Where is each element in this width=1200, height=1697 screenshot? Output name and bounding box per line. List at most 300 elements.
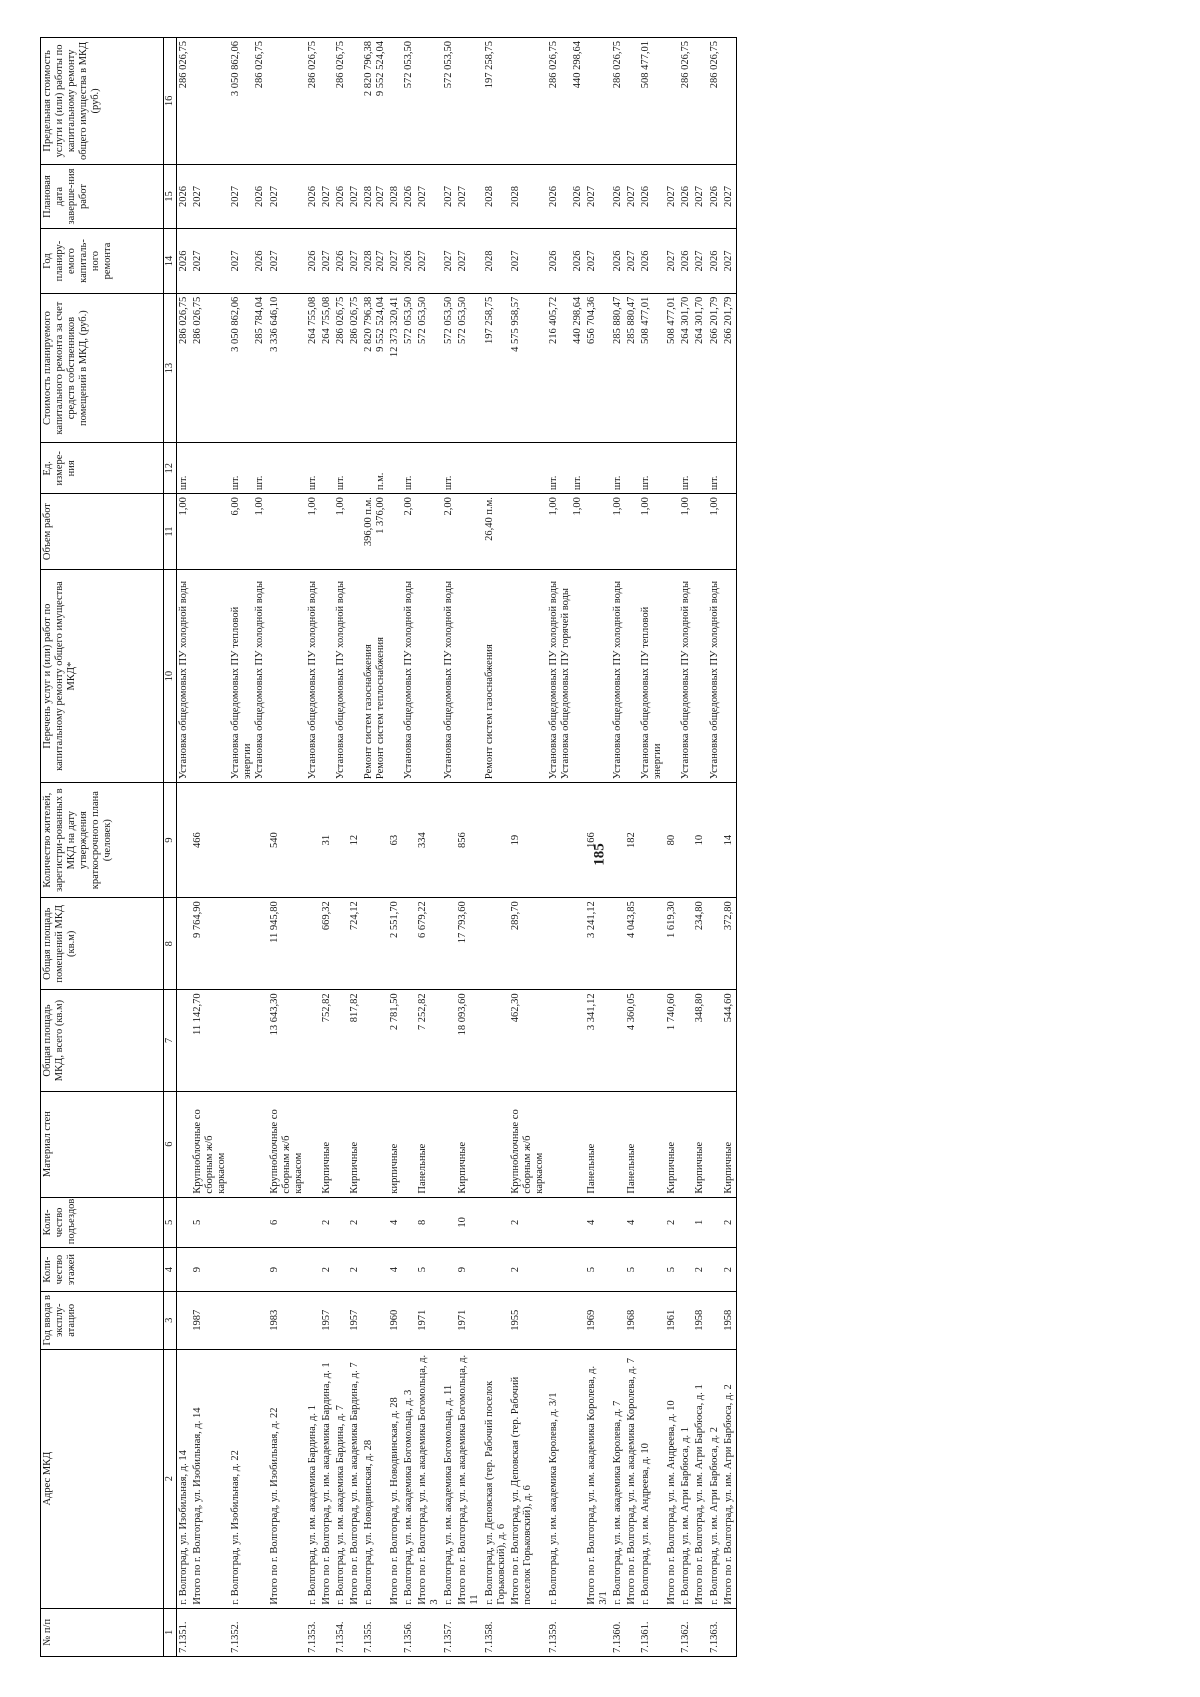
unit-cell [722, 443, 737, 494]
cost-cell: 508 477,01 [665, 293, 679, 443]
year-built-cell [334, 1292, 348, 1350]
column-number: 8 [164, 898, 177, 990]
premises-area-cell [442, 898, 456, 990]
volume-cell: 1,00 [639, 494, 665, 570]
volume-cell [268, 494, 306, 570]
works-cell [693, 570, 707, 783]
volume-cell: 2,00 [402, 494, 416, 570]
total-area-cell [229, 990, 267, 1091]
year-built-cell [362, 1292, 388, 1350]
table-row [388, 38, 402, 1657]
entrances-cell [679, 1197, 693, 1248]
unit-cell [483, 443, 509, 494]
residents-cell [229, 783, 267, 898]
completion-date-cell: 2026 2026 [547, 164, 585, 228]
floors-cell: 5 [585, 1248, 611, 1292]
volume-cell [585, 494, 611, 570]
wall-material-cell [708, 1091, 722, 1197]
floors-cell [177, 1248, 192, 1292]
total-area-cell: 11 142,70 [191, 990, 229, 1091]
address-cell: Итого по г. Волгоград, ул. Изобильная, д. 14 [191, 1349, 229, 1608]
column-number: 4 [164, 1248, 177, 1292]
volume-cell: 26,40 п.м. [483, 494, 509, 570]
entrances-cell [229, 1197, 267, 1248]
works-cell: Установка общедомовых ПУ холодной воды [442, 570, 456, 783]
max-cost-cell: 286 026,75 [679, 38, 693, 165]
column-number: 1 [164, 1608, 177, 1656]
column-header: Коли-чество этажей [41, 1248, 164, 1292]
unit-cell: шт. [679, 443, 693, 494]
max-cost-cell [320, 38, 334, 165]
column-number: 11 [164, 494, 177, 570]
year-built-cell: 1957 [320, 1292, 334, 1350]
address-cell: г. Волгоград, ул. Изобильная, д. 22 [229, 1349, 267, 1608]
entrances-cell [708, 1197, 722, 1248]
premises-area-cell [611, 898, 625, 990]
total-area-cell: 348,80 [693, 990, 707, 1091]
year-built-cell [442, 1292, 456, 1350]
premises-area-cell [679, 898, 693, 990]
column-number: 16 [164, 38, 177, 165]
table-row [585, 38, 611, 1657]
max-cost-cell [388, 38, 402, 165]
cost-cell: 264 755,08 [320, 293, 334, 443]
total-area-cell [708, 990, 722, 1091]
entrances-cell: 2 [320, 1197, 334, 1248]
floors-cell [402, 1248, 416, 1292]
row-index [268, 1608, 306, 1656]
repair-year-cell: 2026 [679, 229, 693, 293]
column-header: Коли-чество подъездов [41, 1197, 164, 1248]
premises-area-cell: 289,70 [509, 898, 547, 990]
floors-cell: 4 [388, 1248, 402, 1292]
table-row [722, 38, 737, 1657]
completion-date-cell: 2028 [483, 164, 509, 228]
year-built-cell: 1958 [722, 1292, 737, 1350]
repair-year-cell: 2027 [416, 229, 442, 293]
year-built-cell: 1955 [509, 1292, 547, 1350]
volume-cell [625, 494, 639, 570]
wall-material-cell [547, 1091, 585, 1197]
wall-material-cell [229, 1091, 267, 1197]
residents-cell [639, 783, 665, 898]
max-cost-cell [456, 38, 482, 165]
works-cell: Установка общедомовых ПУ холодной воды [306, 570, 320, 783]
volume-cell [693, 494, 707, 570]
unit-cell [693, 443, 707, 494]
repair-year-cell: 2026 [708, 229, 722, 293]
column-header: Количество жителей, зарегистри-рованных в МКД на дату утверждения краткосрочного плана (человек) [41, 783, 164, 898]
column-header: Плановая дата заверше-ния работ [41, 164, 164, 228]
max-cost-cell [348, 38, 362, 165]
max-cost-cell: 572 053,50 [442, 38, 456, 165]
address-cell: Итого по г. Волгоград, ул. им. академика Богомольца, д. 3 [416, 1349, 442, 1608]
total-area-cell: 1 740,60 [665, 990, 679, 1091]
floors-cell [679, 1248, 693, 1292]
volume-cell: 396,00 п.м. 1 376,00 [362, 494, 388, 570]
premises-area-cell [229, 898, 267, 990]
completion-date-cell: 2026 [639, 164, 665, 228]
entrances-cell: 10 [456, 1197, 482, 1248]
volume-cell [722, 494, 737, 570]
total-area-cell: 817,82 [348, 990, 362, 1091]
premises-area-cell: 669,32 [320, 898, 334, 990]
row-index [388, 1608, 402, 1656]
entrances-cell [442, 1197, 456, 1248]
repair-year-cell: 2027 [320, 229, 334, 293]
row-index [416, 1608, 442, 1656]
works-cell: Установка общедомовых ПУ холодной воды [177, 570, 192, 783]
unit-cell: шт. [306, 443, 320, 494]
repair-year-cell: 2027 [693, 229, 707, 293]
row-index: 7.1358. [483, 1608, 509, 1656]
capital-repair-table [40, 37, 737, 1657]
address-cell: Итого по г. Волгоград, ул. им. Агри Барбюса, д. 2 [722, 1349, 737, 1608]
residents-cell: 31 [320, 783, 334, 898]
floors-cell: 5 [665, 1248, 679, 1292]
unit-cell [665, 443, 679, 494]
unit-cell [416, 443, 442, 494]
address-cell: Итого по г. Волгоград, ул. им. Андреева, д. 10 [665, 1349, 679, 1608]
rotated-page-content [40, 37, 1160, 1657]
year-built-cell: 1960 [388, 1292, 402, 1350]
total-area-cell [306, 990, 320, 1091]
year-built-cell: 1958 [693, 1292, 707, 1350]
wall-material-cell: Крупноблочные со сборным ж/б каркасом [509, 1091, 547, 1197]
repair-year-cell: 2027 [625, 229, 639, 293]
table-row [665, 38, 679, 1657]
unit-cell [456, 443, 482, 494]
repair-year-cell: 2026 [306, 229, 320, 293]
column-header: Общая площадь помещений МКД (кв.м) [41, 898, 164, 990]
wall-material-cell [639, 1091, 665, 1197]
column-number: 3 [164, 1292, 177, 1350]
wall-material-cell: Крупноблочные со сборным ж/б каркасом [191, 1091, 229, 1197]
year-built-cell [639, 1292, 665, 1350]
year-built-cell: 1983 [268, 1292, 306, 1350]
floors-cell [362, 1248, 388, 1292]
entrances-cell: 8 [416, 1197, 442, 1248]
max-cost-cell [722, 38, 737, 165]
cost-cell: 216 405,72 440 298,64 [547, 293, 585, 443]
year-built-cell [306, 1292, 320, 1350]
completion-date-cell: 2026 [177, 164, 192, 228]
table-row [679, 38, 693, 1657]
year-built-cell: 1968 [625, 1292, 639, 1350]
column-header: Материал стен [41, 1091, 164, 1197]
address-cell: г. Волгоград, ул. им. академика Бардина, д. 7 [334, 1349, 348, 1608]
table-row [483, 38, 509, 1657]
entrances-cell [611, 1197, 625, 1248]
unit-cell: шт. [708, 443, 722, 494]
table-row [611, 38, 625, 1657]
row-index: 7.1353. [306, 1608, 320, 1656]
residents-cell [679, 783, 693, 898]
total-area-cell [639, 990, 665, 1091]
column-number: 12 [164, 443, 177, 494]
max-cost-cell [509, 38, 547, 165]
repair-year-cell: 2026 [402, 229, 416, 293]
column-header: Объем работ [41, 494, 164, 570]
row-index: 7.1359. [547, 1608, 585, 1656]
works-cell: Установка общедомовых ПУ холодной воды [679, 570, 693, 783]
address-cell: г. Волгоград, ул. Изобильная, д. 14 [177, 1349, 192, 1608]
column-number: 2 [164, 1349, 177, 1608]
table-row [229, 38, 267, 1657]
works-cell: Установка общедомовых ПУ холодной воды [402, 570, 416, 783]
floors-cell: 9 [268, 1248, 306, 1292]
max-cost-cell: 286 026,75 [334, 38, 348, 165]
address-cell: г. Волгоград, ул. им. академика Королева, д. 7 [611, 1349, 625, 1608]
max-cost-cell: 286 026,75 [306, 38, 320, 165]
year-built-cell: 1969 [585, 1292, 611, 1350]
year-built-cell: 1971 [416, 1292, 442, 1350]
completion-date-cell: 2028 [388, 164, 402, 228]
table-row [708, 38, 722, 1657]
total-area-cell: 13 643,30 [268, 990, 306, 1091]
volume-cell [388, 494, 402, 570]
repair-year-cell: 2026 [334, 229, 348, 293]
table-row [177, 38, 192, 1657]
total-area-cell: 3 341,12 [585, 990, 611, 1091]
cost-cell: 264 301,70 [693, 293, 707, 443]
entrances-cell: 4 [388, 1197, 402, 1248]
repair-year-cell: 2027 2026 [229, 229, 267, 293]
row-index [585, 1608, 611, 1656]
cost-cell: 3 336 646,10 [268, 293, 306, 443]
table-header [41, 38, 177, 1657]
entrances-cell: 2 [509, 1197, 547, 1248]
floors-cell [442, 1248, 456, 1292]
premises-area-cell [639, 898, 665, 990]
entrances-cell [362, 1197, 388, 1248]
column-header: Год ввода в эксплу-атацию [41, 1292, 164, 1350]
entrances-cell [483, 1197, 509, 1248]
table-row [320, 38, 334, 1657]
completion-date-cell: 2027 2026 [229, 164, 267, 228]
repair-year-cell: 2026 [639, 229, 665, 293]
residents-cell: 334 [416, 783, 442, 898]
premises-area-cell [547, 898, 585, 990]
premises-area-cell [402, 898, 416, 990]
repair-year-cell: 2026 [177, 229, 192, 293]
unit-cell: шт. [639, 443, 665, 494]
completion-date-cell: 2026 [708, 164, 722, 228]
premises-area-cell: 1 619,30 [665, 898, 679, 990]
entrances-cell: 4 [585, 1197, 611, 1248]
row-index: 7.1363. [708, 1608, 722, 1656]
table-row [639, 38, 665, 1657]
premises-area-cell: 724,12 [348, 898, 362, 990]
row-index: 7.1356. [402, 1608, 416, 1656]
entrances-cell [547, 1197, 585, 1248]
cost-cell: 286 026,75 [348, 293, 362, 443]
year-built-cell [229, 1292, 267, 1350]
completion-date-cell: 2027 [665, 164, 679, 228]
works-cell: Установка общедомовых ПУ холодной воды Установка общедомовых ПУ горячей воды [547, 570, 585, 783]
repair-year-cell: 2027 [456, 229, 482, 293]
row-index: 7.1360. [611, 1608, 625, 1656]
residents-cell: 856 [456, 783, 482, 898]
completion-date-cell: 2028 2027 [362, 164, 388, 228]
wall-material-cell: Кирпичные [722, 1091, 737, 1197]
wall-material-cell [679, 1091, 693, 1197]
completion-date-cell: 2027 [585, 164, 611, 228]
max-cost-cell [585, 38, 611, 165]
cost-cell: 286 026,75 [177, 293, 192, 443]
residents-cell: 540 [268, 783, 306, 898]
total-area-cell: 18 093,60 [456, 990, 482, 1091]
floors-cell [334, 1248, 348, 1292]
max-cost-cell [693, 38, 707, 165]
works-cell: Установка общедомовых ПУ холодной воды [611, 570, 625, 783]
max-cost-cell: 286 026,75 [708, 38, 722, 165]
address-cell: г. Волгоград, ул. им. академика Королева, д. 3/1 [547, 1349, 585, 1608]
repair-year-cell: 2027 [191, 229, 229, 293]
address-cell: г. Волгоград, ул. им. Андреева, д. 10 [639, 1349, 665, 1608]
repair-year-cell: 2027 [442, 229, 456, 293]
max-cost-cell: 286 026,75 [611, 38, 625, 165]
residents-cell [611, 783, 625, 898]
unit-cell: п.м. [362, 443, 388, 494]
table-body [177, 38, 737, 1657]
unit-cell [625, 443, 639, 494]
residents-cell [442, 783, 456, 898]
total-area-cell: 7 252,82 [416, 990, 442, 1091]
residents-cell: 12 [348, 783, 362, 898]
works-cell [416, 570, 442, 783]
wall-material-cell [402, 1091, 416, 1197]
floors-cell: 9 [191, 1248, 229, 1292]
column-header: Общая площадь МКД, всего (кв.м) [41, 990, 164, 1091]
premises-area-cell: 6 679,22 [416, 898, 442, 990]
entrances-cell: 2 [722, 1197, 737, 1248]
total-area-cell [334, 990, 348, 1091]
column-header: Стоимость планируемого капитального ремонта за счет средств собственников помещений в МКД, (руб.) [41, 293, 164, 443]
residents-cell [483, 783, 509, 898]
year-built-cell: 1957 [348, 1292, 362, 1350]
residents-cell [708, 783, 722, 898]
table-row [509, 38, 547, 1657]
cost-cell: 508 477,01 [639, 293, 665, 443]
column-header: № п/п [41, 1608, 164, 1656]
cost-cell: 266 201,79 [722, 293, 737, 443]
column-header: Ед. измере-ния [41, 443, 164, 494]
column-number: 14 [164, 229, 177, 293]
volume-cell: 6,00 1,00 [229, 494, 267, 570]
floors-cell [708, 1248, 722, 1292]
total-area-cell [679, 990, 693, 1091]
cost-cell: 3 050 862,06 285 784,04 [229, 293, 267, 443]
completion-date-cell: 2027 [722, 164, 737, 228]
row-index: 7.1355. [362, 1608, 388, 1656]
row-index [320, 1608, 334, 1656]
works-cell: Установка общедомовых ПУ холодной воды [334, 570, 348, 783]
wall-material-cell: Кирпичные [348, 1091, 362, 1197]
address-cell: г. Волгоград, ул. им. Агри Барбюса, д. 1 [679, 1349, 693, 1608]
repair-year-cell: 2027 [665, 229, 679, 293]
column-header: Адрес МКД [41, 1349, 164, 1608]
cost-cell: 12 373 320,41 [388, 293, 402, 443]
works-cell [191, 570, 229, 783]
year-built-cell [679, 1292, 693, 1350]
entrances-cell: 4 [625, 1197, 639, 1248]
residents-cell: 10 [693, 783, 707, 898]
cost-cell: 572 053,50 [456, 293, 482, 443]
wall-material-cell [442, 1091, 456, 1197]
completion-date-cell: 2027 [625, 164, 639, 228]
max-cost-cell [191, 38, 229, 165]
cost-cell: 286 026,75 [191, 293, 229, 443]
premises-area-cell [362, 898, 388, 990]
unit-cell: шт. [611, 443, 625, 494]
cost-cell: 264 755,08 [306, 293, 320, 443]
entrances-cell: 2 [348, 1197, 362, 1248]
volume-cell: 1,00 1,00 [547, 494, 585, 570]
completion-date-cell: 2026 [334, 164, 348, 228]
address-cell: г. Волгоград, ул. им. академика Богомольца, д. 11 [442, 1349, 456, 1608]
max-cost-cell: 572 053,50 [402, 38, 416, 165]
residents-cell [306, 783, 320, 898]
wall-material-cell [306, 1091, 320, 1197]
volume-cell [665, 494, 679, 570]
floors-cell: 2 [693, 1248, 707, 1292]
premises-area-cell [334, 898, 348, 990]
total-area-cell: 4 360,05 [625, 990, 639, 1091]
works-cell: Установка общедомовых ПУ тепловой энергии Установка общедомовых ПУ холодной воды [229, 570, 267, 783]
row-index: 7.1361. [639, 1608, 665, 1656]
floors-cell: 2 [509, 1248, 547, 1292]
entrances-cell: 5 [191, 1197, 229, 1248]
unit-cell [348, 443, 362, 494]
year-built-cell: 1961 [665, 1292, 679, 1350]
max-cost-cell: 286 026,75 440 298,64 [547, 38, 585, 165]
wall-material-cell [177, 1091, 192, 1197]
premises-area-cell: 3 241,12 [585, 898, 611, 990]
row-index [625, 1608, 639, 1656]
row-index: 7.1352. [229, 1608, 267, 1656]
total-area-cell: 752,82 [320, 990, 334, 1091]
repair-year-cell: 2028 [483, 229, 509, 293]
address-cell: Итого по г. Волгоград, ул. Изобильная, д. 22 [268, 1349, 306, 1608]
column-number: 6 [164, 1091, 177, 1197]
repair-year-cell: 2027 [722, 229, 737, 293]
works-cell: Ремонт систем газоснабжения Ремонт систем теплоснабжения [362, 570, 388, 783]
volume-cell [509, 494, 547, 570]
floors-cell [483, 1248, 509, 1292]
column-number: 7 [164, 990, 177, 1091]
premises-area-cell: 234,80 [693, 898, 707, 990]
total-area-cell: 2 781,50 [388, 990, 402, 1091]
wall-material-cell: Кирпичные [693, 1091, 707, 1197]
residents-cell: 166 [585, 783, 611, 898]
repair-year-cell: 2026 [611, 229, 625, 293]
works-cell [348, 570, 362, 783]
cost-cell: 286 026,75 [334, 293, 348, 443]
row-index [665, 1608, 679, 1656]
max-cost-cell: 197 258,75 [483, 38, 509, 165]
residents-cell: 182 [625, 783, 639, 898]
volume-cell: 1,00 [611, 494, 625, 570]
volume-cell [320, 494, 334, 570]
table-row [625, 38, 639, 1657]
cost-cell: 285 880,47 [611, 293, 625, 443]
column-number: 9 [164, 783, 177, 898]
table-row [547, 38, 585, 1657]
total-area-cell [442, 990, 456, 1091]
address-cell: Итого по г. Волгоград, ул. Новодвинская, д. 28 [388, 1349, 402, 1608]
premises-area-cell [708, 898, 722, 990]
